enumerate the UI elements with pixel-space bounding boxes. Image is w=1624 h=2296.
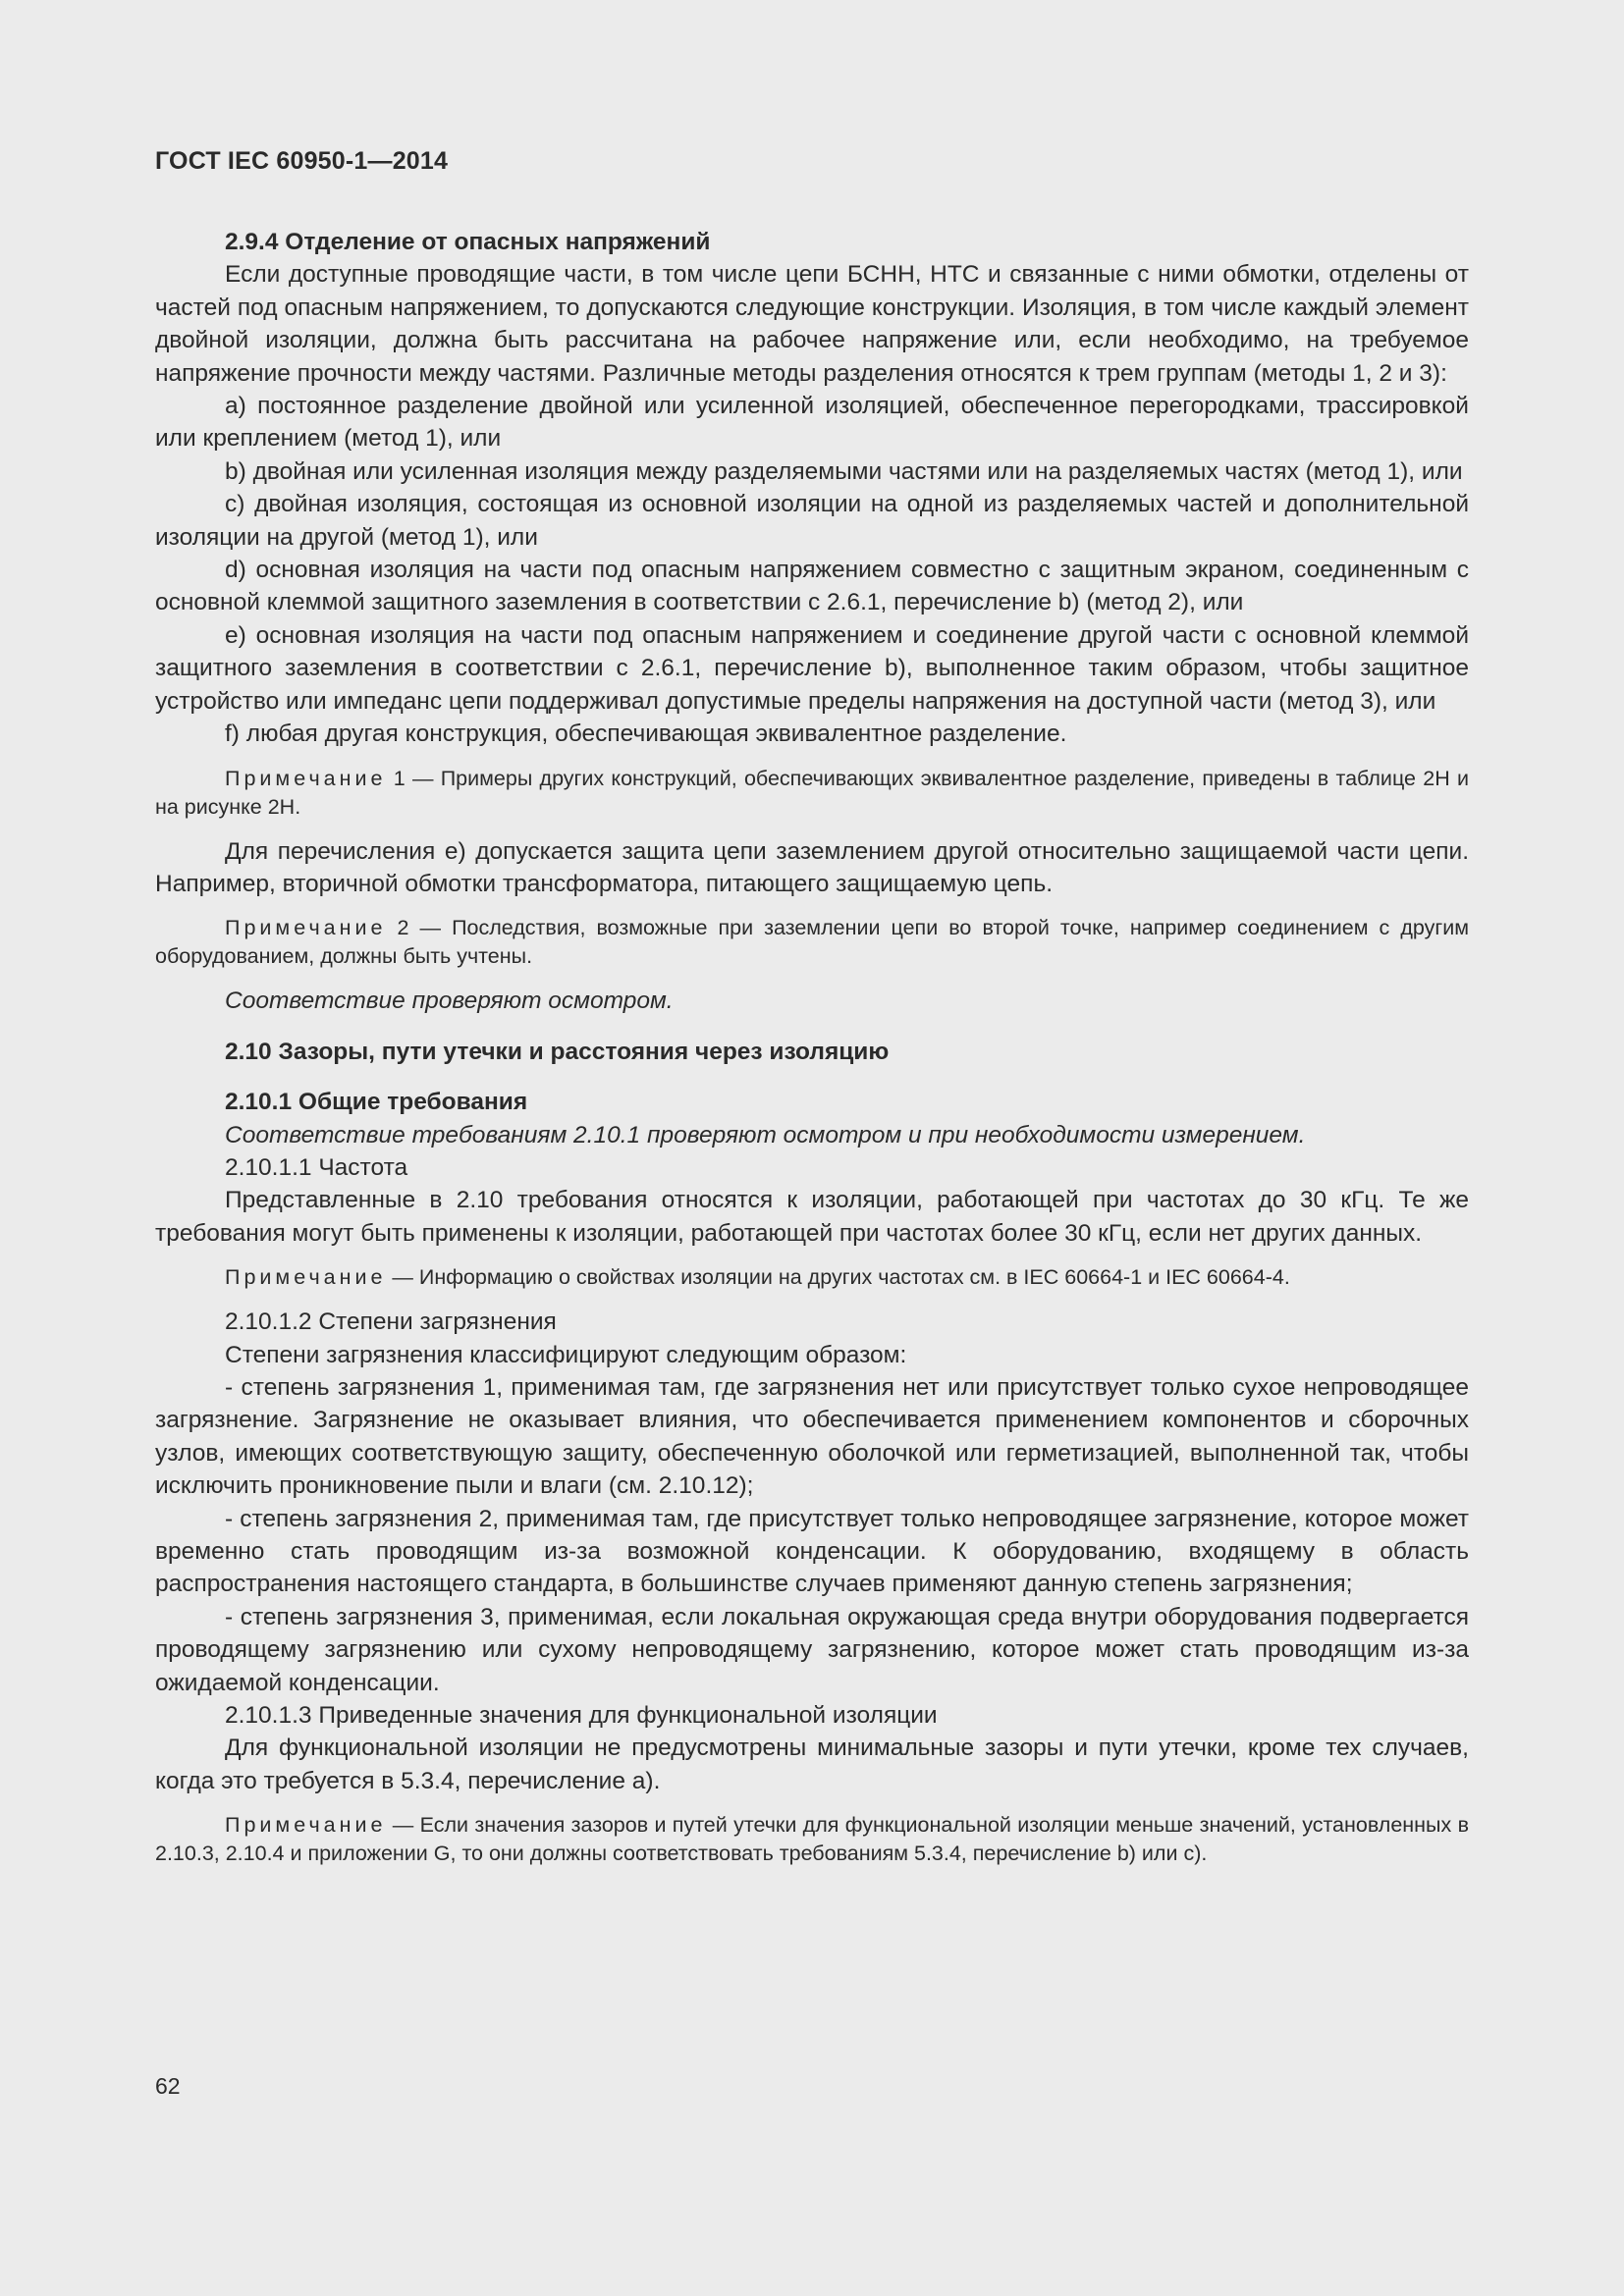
note-label: Примечание <box>225 1265 387 1290</box>
body-paragraph: - степень загрязнения 3, применимая, если локальная окружающая среда внутри оборудования подвергается проводящему загрязнению или сухому непроводящему загрязнению, которое может стать проводящим из-за ожидаемой конденсации. <box>155 1603 1469 1696</box>
note-label: Примечание <box>225 766 387 790</box>
document-body <box>155 226 1469 1868</box>
body-paragraph: f) любая другая конструкция, обеспечивающая эквивалентное разделение. <box>225 721 1067 748</box>
note-text: — Если значения зазоров и путей утечки для функциональной изоляции меньше значений, установленных в 2.10.3, 2.10.4 и приложении G, то они должны соответствовать требованиям 5.3.4, перечисление b) или c). <box>155 1813 1469 1866</box>
body-paragraph: a) постоянное разделение двойной или усиленной изоляцией, обеспеченное перегородками, трассировкой или креплением (метод 1), или <box>155 393 1469 453</box>
compliance-statement: Соответствие требованиям 2.10.1 проверяют осмотром и при необходимости измерением. <box>225 1121 1306 1148</box>
compliance-statement: Соответствие проверяют осмотром. <box>225 988 674 1015</box>
body-paragraph: d) основная изоляция на части под опасным напряжением совместно с защитным экраном, соединенным с основной клеммой защитного заземления в соответствии с 2.6.1, перечисление b) (метод 2), или <box>155 557 1469 616</box>
body-paragraph: Представленные в 2.10 требования относятся к изоляции, работающей при частотах до 30 кГц. Те же требования могут быть применены к изоляции, работающей при частотах более 30 кГц, если нет других данных. <box>155 1187 1469 1247</box>
body-paragraph: Для функциональной изоляции не предусмотрены минимальные зазоры и пути утечки, кроме тех случаев, когда это требуется в 5.3.4, перечисление а). <box>155 1735 1469 1794</box>
note-text: 1 — Примеры других конструкций, обеспечивающих эквивалентное разделение, приведены в таблице 2Н и на рисунке 2Н. <box>155 766 1469 819</box>
body-paragraph: - степень загрязнения 1, применимая там, где загрязнения нет или присутствует только сухое непроводящее загрязнение. Загрязнение не оказывает влияния, что обеспечивается применением компонентов и сборочных узлов, имеющих соответствующую защиту, обеспеченную оболочкой или герметизацией, выполненной так, чтобы исключить проникновение пыли и влаги (см. 2.10.12); <box>155 1373 1469 1500</box>
section-heading: 2.10.1 Общие требования <box>225 1089 528 1116</box>
section-heading: 2.9.4 Отделение от опасных напряжений <box>225 229 711 255</box>
body-paragraph: e) основная изоляция на части под опасным напряжением и соединение другой части с основной клеммой защитного заземления в соответствии с 2.6.1, перечисление b), выполненное таким образом, чтобы защитное устройство или импеданс цепи поддерживал допустимые пределы напряжения на доступной части (метод 3), или <box>155 621 1469 715</box>
body-paragraph: Если доступные проводящие части, в том числе цепи БСНН, НТС и связанные с ними обмотки, отделены от частей под опасным напряжением, то допускаются следующие конструкции. Изоляция, в том числе каждый элемент двойной изоляции, должна быть рассчитана на рабочее напряжение или, если необходимо, на требуемое напряжение прочности между частями. Различные методы разделения относятся к трем группам (методы 1, 2 и 3): <box>155 261 1469 387</box>
body-paragraph: Степени загрязнения классифицируют следующим образом: <box>225 1341 907 1368</box>
note-paragraph <box>155 1263 1469 1292</box>
body-paragraph: b) двойная или усиленная изоляция между разделяемыми частями или на разделяемых частях (метод 1), или <box>225 457 1463 485</box>
note-text: — Информацию о свойствах изоляции на других частотах см. в IEC 60664-1 и IEC 60664-4. <box>386 1265 1290 1290</box>
page-number: 62 <box>155 2073 181 2099</box>
note-text: 2 — Последствия, возможные при заземлении цепи во второй точке, например соединением с другим оборудованием, должны быть учтены. <box>155 916 1469 969</box>
note-paragraph <box>155 1811 1469 1868</box>
note-label: Примечание <box>225 916 387 940</box>
body-paragraph: Для перечисления е) допускается защита цепи заземлением другой относительно защищаемой части цепи. Например, вторичной обмотки трансформатора, питающего защищаемую цепь. <box>155 837 1469 897</box>
body-paragraph: c) двойная изоляция, состоящая из основной изоляции на одной из разделяемых частей и дополнительной изоляции на другой (метод 1), или <box>155 491 1469 551</box>
body-paragraph: - степень загрязнения 2, применимая там, где присутствует только непроводящее загрязнение, которое может временно стать проводящим из-за возможной конденсации. К оборудованию, входящему в область распространения настоящего стандарта, в большинстве случаев применяют данную степень загрязнения; <box>155 1505 1469 1598</box>
body-paragraph: 2.10.1.2 Степени загрязнения <box>225 1308 557 1336</box>
note-paragraph <box>155 914 1469 971</box>
note-paragraph <box>155 765 1469 822</box>
document-header-title: ГОСТ IEC 60950-1—2014 <box>155 147 449 175</box>
section-heading: 2.10 Зазоры, пути утечки и расстояния через изоляцию <box>225 1038 890 1065</box>
body-paragraph: 2.10.1.1 Частота <box>225 1153 408 1181</box>
note-label: Примечание <box>225 1813 387 1838</box>
body-paragraph: 2.10.1.3 Приведенные значения для функциональной изоляции <box>225 1702 938 1730</box>
